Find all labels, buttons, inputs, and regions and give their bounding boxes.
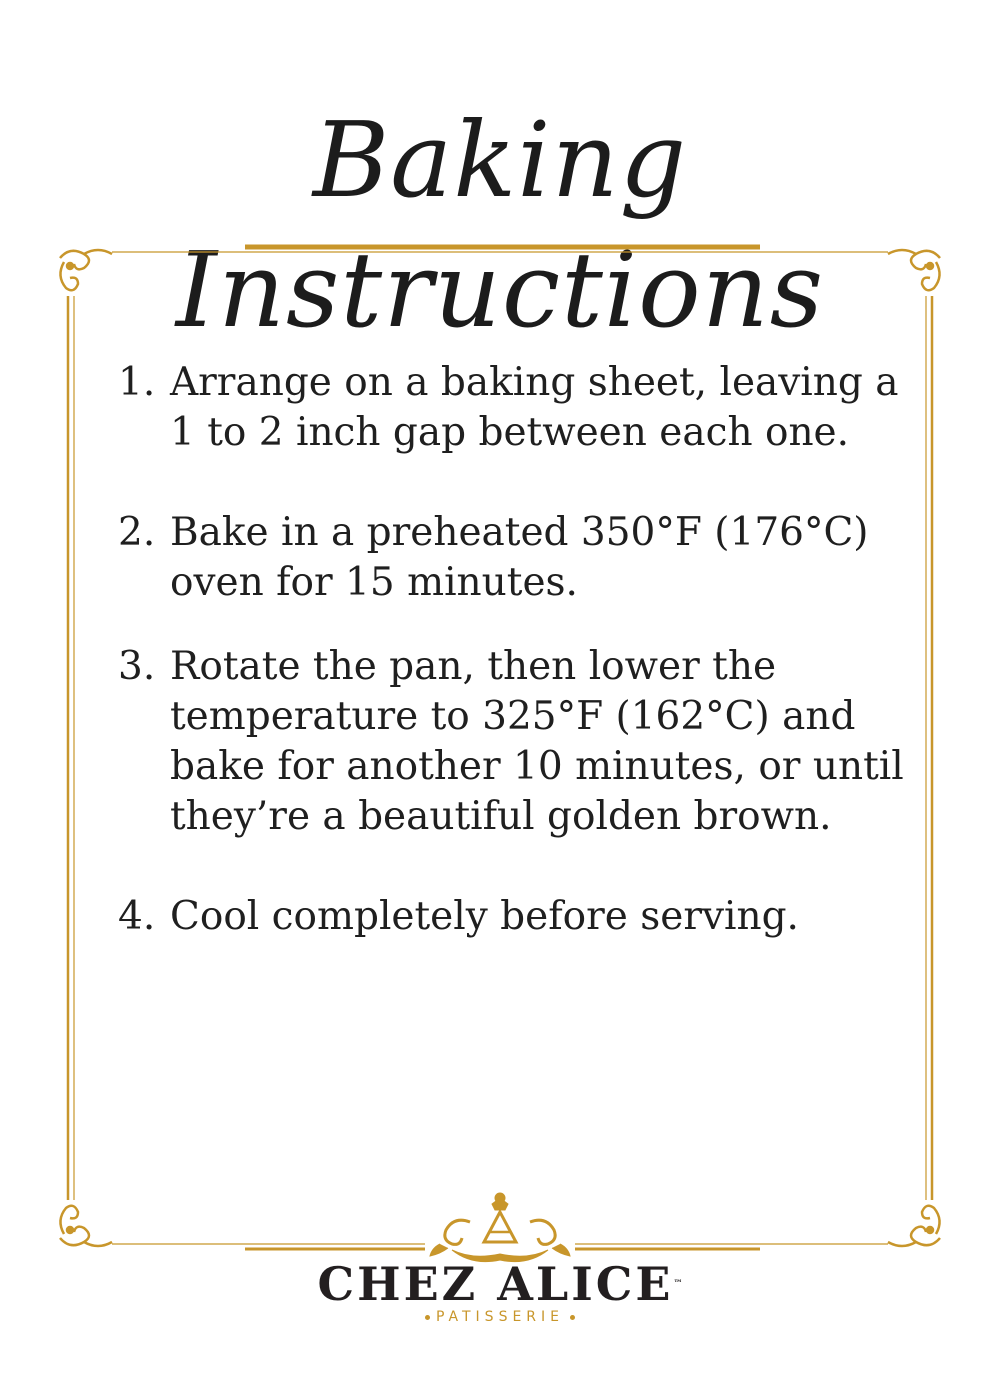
step-number: 2. [118, 510, 156, 555]
step-text: Cool completely before serving. [170, 894, 799, 939]
page-title: Baking Instructions [175, 99, 825, 351]
brand-name-text: CHEZ ALICE [317, 1257, 674, 1311]
instruction-step [118, 642, 908, 842]
step-text: Arrange on a baking sheet, leaving a 1 to 2 inch gap between each one. [170, 360, 899, 455]
corner-ornament-bottom-left [60, 1206, 112, 1246]
brand-subtitle [0, 1309, 1000, 1325]
step-number: 4. [118, 894, 156, 939]
dot-icon [570, 1315, 575, 1320]
instruction-list [118, 358, 908, 942]
instruction-step [118, 892, 908, 942]
trademark-symbol: ™ [673, 1279, 683, 1289]
corner-ornament-bottom-right [888, 1206, 940, 1246]
instruction-step [118, 358, 908, 458]
corner-ornament-top-left [60, 250, 112, 290]
dot-icon [425, 1315, 430, 1320]
brand-subtitle-text: PATISSERIE [435, 1309, 565, 1325]
step-number: 3. [118, 644, 156, 689]
instruction-step [118, 508, 908, 608]
logo-crest-icon [430, 1193, 570, 1262]
corner-ornament-top-right [888, 250, 940, 290]
step-text: Bake in a preheated 350°F (176°C) oven for 15 minutes. [170, 510, 869, 605]
step-number: 1. [118, 360, 156, 405]
brand-name [0, 1256, 1000, 1312]
step-text: Rotate the pan, then lower the temperature to 325°F (162°C) and bake for another 10 minutes, or until they’re a beautiful golden brown. [170, 644, 904, 839]
